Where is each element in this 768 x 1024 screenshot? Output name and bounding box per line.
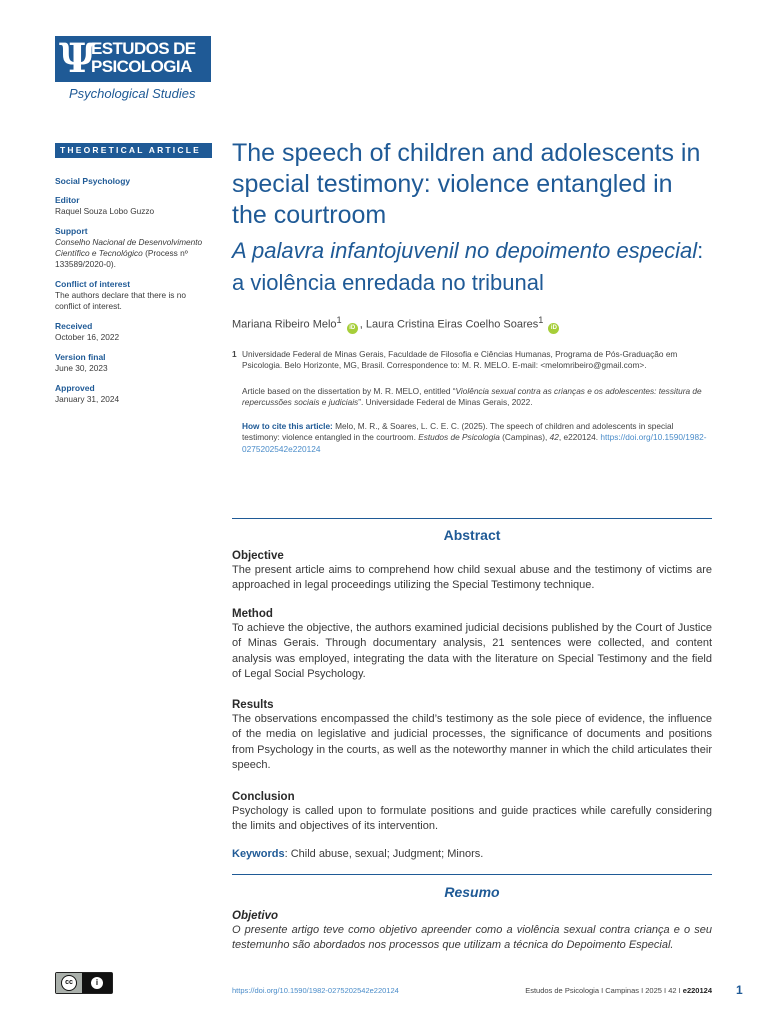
received-label: Received <box>55 321 93 331</box>
editor-label: Editor <box>55 195 80 205</box>
page-number: 1 <box>736 983 743 997</box>
editor-value: Raquel Souza Lobo Guzzo <box>55 206 155 216</box>
author-affil-sup: 1 <box>538 315 544 325</box>
abstract-heading: Abstract <box>443 527 501 543</box>
support-label: Support <box>55 226 88 236</box>
footer-journal-text: Estudos de Psicologia I Campinas I 2025 I 42 I <box>525 986 683 995</box>
footer-doi-link[interactable]: https://doi.org/10.1590/1982-0275202542e220124 <box>232 986 399 995</box>
objetivo-heading: Objetivo <box>232 910 279 922</box>
abstract-conclusion <box>232 790 712 835</box>
objective-text: The present article aims to comprehend how child sexual abuse and the testimony of victims are approached in legal proceedings utilizing the Special Testimony technique. <box>232 564 712 592</box>
keywords-label: Keywords <box>232 848 285 860</box>
journal-logo-box <box>55 36 211 82</box>
subject-area: Social Psychology <box>55 176 131 186</box>
journal-name-line1: ESTUDOS DE <box>91 39 196 58</box>
footer-journal-info <box>525 986 712 995</box>
conflict-label: Conflict of interest <box>55 279 131 289</box>
abstract-results <box>232 698 712 773</box>
support-funder: Conselho Nacional de Desenvolvimento Científico e Tecnológico <box>55 237 203 258</box>
abstract-objective <box>232 549 712 594</box>
cite-volnum: 42 <box>549 432 559 443</box>
affiliation-text: Universidade Federal de Minas Gerais, Faculdade de Filosofia e Ciências Humanas, Programa de Pós-Graduação em Psicologia. Belo Horizonte, MG, Brasil. Correspondence to: M. R. MELO. E-mail: <melomribeiro@gmail.com>. <box>242 348 678 371</box>
cite-vol: (Campinas), <box>499 432 550 443</box>
cc-logo: cc <box>61 975 77 991</box>
objetivo-text: O presente artigo teve como objetivo apreender como a violência sexual contra criança e o seu testemunho são abordados nos processos que utilizam a técnica do Depoimento Especial. <box>232 924 712 952</box>
journal-subtitle: Psychological Studies <box>69 86 196 101</box>
article-header <box>232 138 712 455</box>
resumo-top-rule <box>232 874 712 875</box>
affiliation-number: 1 <box>232 348 237 359</box>
version-label: Version final <box>55 352 106 362</box>
cite-label: How to cite this article: <box>242 420 333 431</box>
received-date: October 16, 2022 <box>55 332 120 342</box>
article-subtitle <box>232 235 712 299</box>
version-date: June 30, 2023 <box>55 363 108 373</box>
abstract-method <box>232 607 712 682</box>
conclusion-text: Psychology is called upon to formulate positions and guide practices while carefully considering the limits and objectives of its intervention. <box>232 805 712 833</box>
author-name: Mariana Ribeiro Melo <box>232 318 337 331</box>
cc-icon <box>56 973 82 993</box>
results-heading: Results <box>232 699 274 711</box>
abstract-top-rule <box>232 518 712 519</box>
resumo-objetivo <box>232 909 712 954</box>
keywords-list: : Child abuse, sexual; Judgment; Minors. <box>284 848 484 860</box>
conflict-value: The authors declare that there is no conflict of interest. <box>55 290 186 311</box>
orcid-icon[interactable]: iD <box>548 323 559 334</box>
method-text: To achieve the objective, the authors examined judicial decisions published by the Court of Justice of Minas Gerais. Through documentary analysis, 21 sentences were collected, and content analysis was employed, integrating the data with the literature on Special Testimony and the field of Legal Social Psychology. <box>232 622 712 680</box>
note-intro: Article based on the dissertation by M. R. MELO, entitled “ <box>242 385 456 396</box>
how-to-cite <box>242 421 712 456</box>
orcid-icon[interactable]: iD <box>347 323 358 334</box>
resumo-heading: Resumo <box>444 884 500 900</box>
approved-date: January 31, 2024 <box>55 394 120 404</box>
cite-text: Melo, M. R., & Soares, L. C. E. C. (2025). The speech of children and adolescents in special testimony: violence entangled in the courtroom. <box>242 420 674 443</box>
subtitle-main: A palavra infantojuvenil no depoimento especial <box>232 238 698 263</box>
note-title: Violência sexual contra as crianças e os adolescentes: tessitura de repercussões sociais e judiciais <box>242 385 702 408</box>
subtitle-rest: : a violência enredada no tribunal <box>232 238 704 295</box>
cite-journal: Estudos de Psicologia <box>418 432 500 443</box>
conclusion-heading: Conclusion <box>232 791 295 803</box>
author-list: Mariana Ribeiro Melo$^1$ iD , Laura Cristina Eiras Coelho Soares$^1$ iD <box>232 313 712 334</box>
author-name: Laura Cristina Eiras Coelho Soares <box>365 318 539 331</box>
objective-heading: Objective <box>232 550 284 562</box>
dissertation-note <box>242 386 712 409</box>
article-type-badge: THEORETICAL ARTICLE <box>55 143 212 158</box>
author-affil-sup: 1 <box>336 315 342 325</box>
method-heading: Method <box>232 608 273 620</box>
article-title: The speech of children and adolescents in special testimony: violence entangled in the courtroom <box>232 139 701 229</box>
by-person-icon: i <box>91 977 103 989</box>
keywords <box>232 848 712 860</box>
note-end: ”. Universidade Federal de Minas Gerais, 2022. <box>358 397 533 408</box>
footer-article-id: e220124 <box>682 986 712 995</box>
support-process: (Process nº 133589/2020-0). <box>55 248 188 269</box>
by-icon <box>82 973 112 993</box>
cite-doi-link[interactable]: https://doi.org/10.1590/1982-0275202542e220124 <box>242 432 707 454</box>
journal-name-line2: PSICOLOGIA <box>91 57 192 76</box>
affiliation <box>232 349 712 372</box>
article-meta-sidebar <box>55 143 212 405</box>
results-text: The observations encompassed the child’s testimony as the sole piece of evidence, the influence of the media on legislative and judicial processes, the significance of documents and positions from Psychology in the courts, as well as the noteworthy manner in which the child articulates their speech. <box>232 713 712 771</box>
journal-logo <box>55 36 215 101</box>
support-value <box>55 237 212 270</box>
cite-end: , e220124. <box>558 432 601 443</box>
psi-icon: Ψ <box>59 35 96 82</box>
approved-label: Approved <box>55 383 95 393</box>
cc-by-license-badge[interactable] <box>55 972 113 994</box>
